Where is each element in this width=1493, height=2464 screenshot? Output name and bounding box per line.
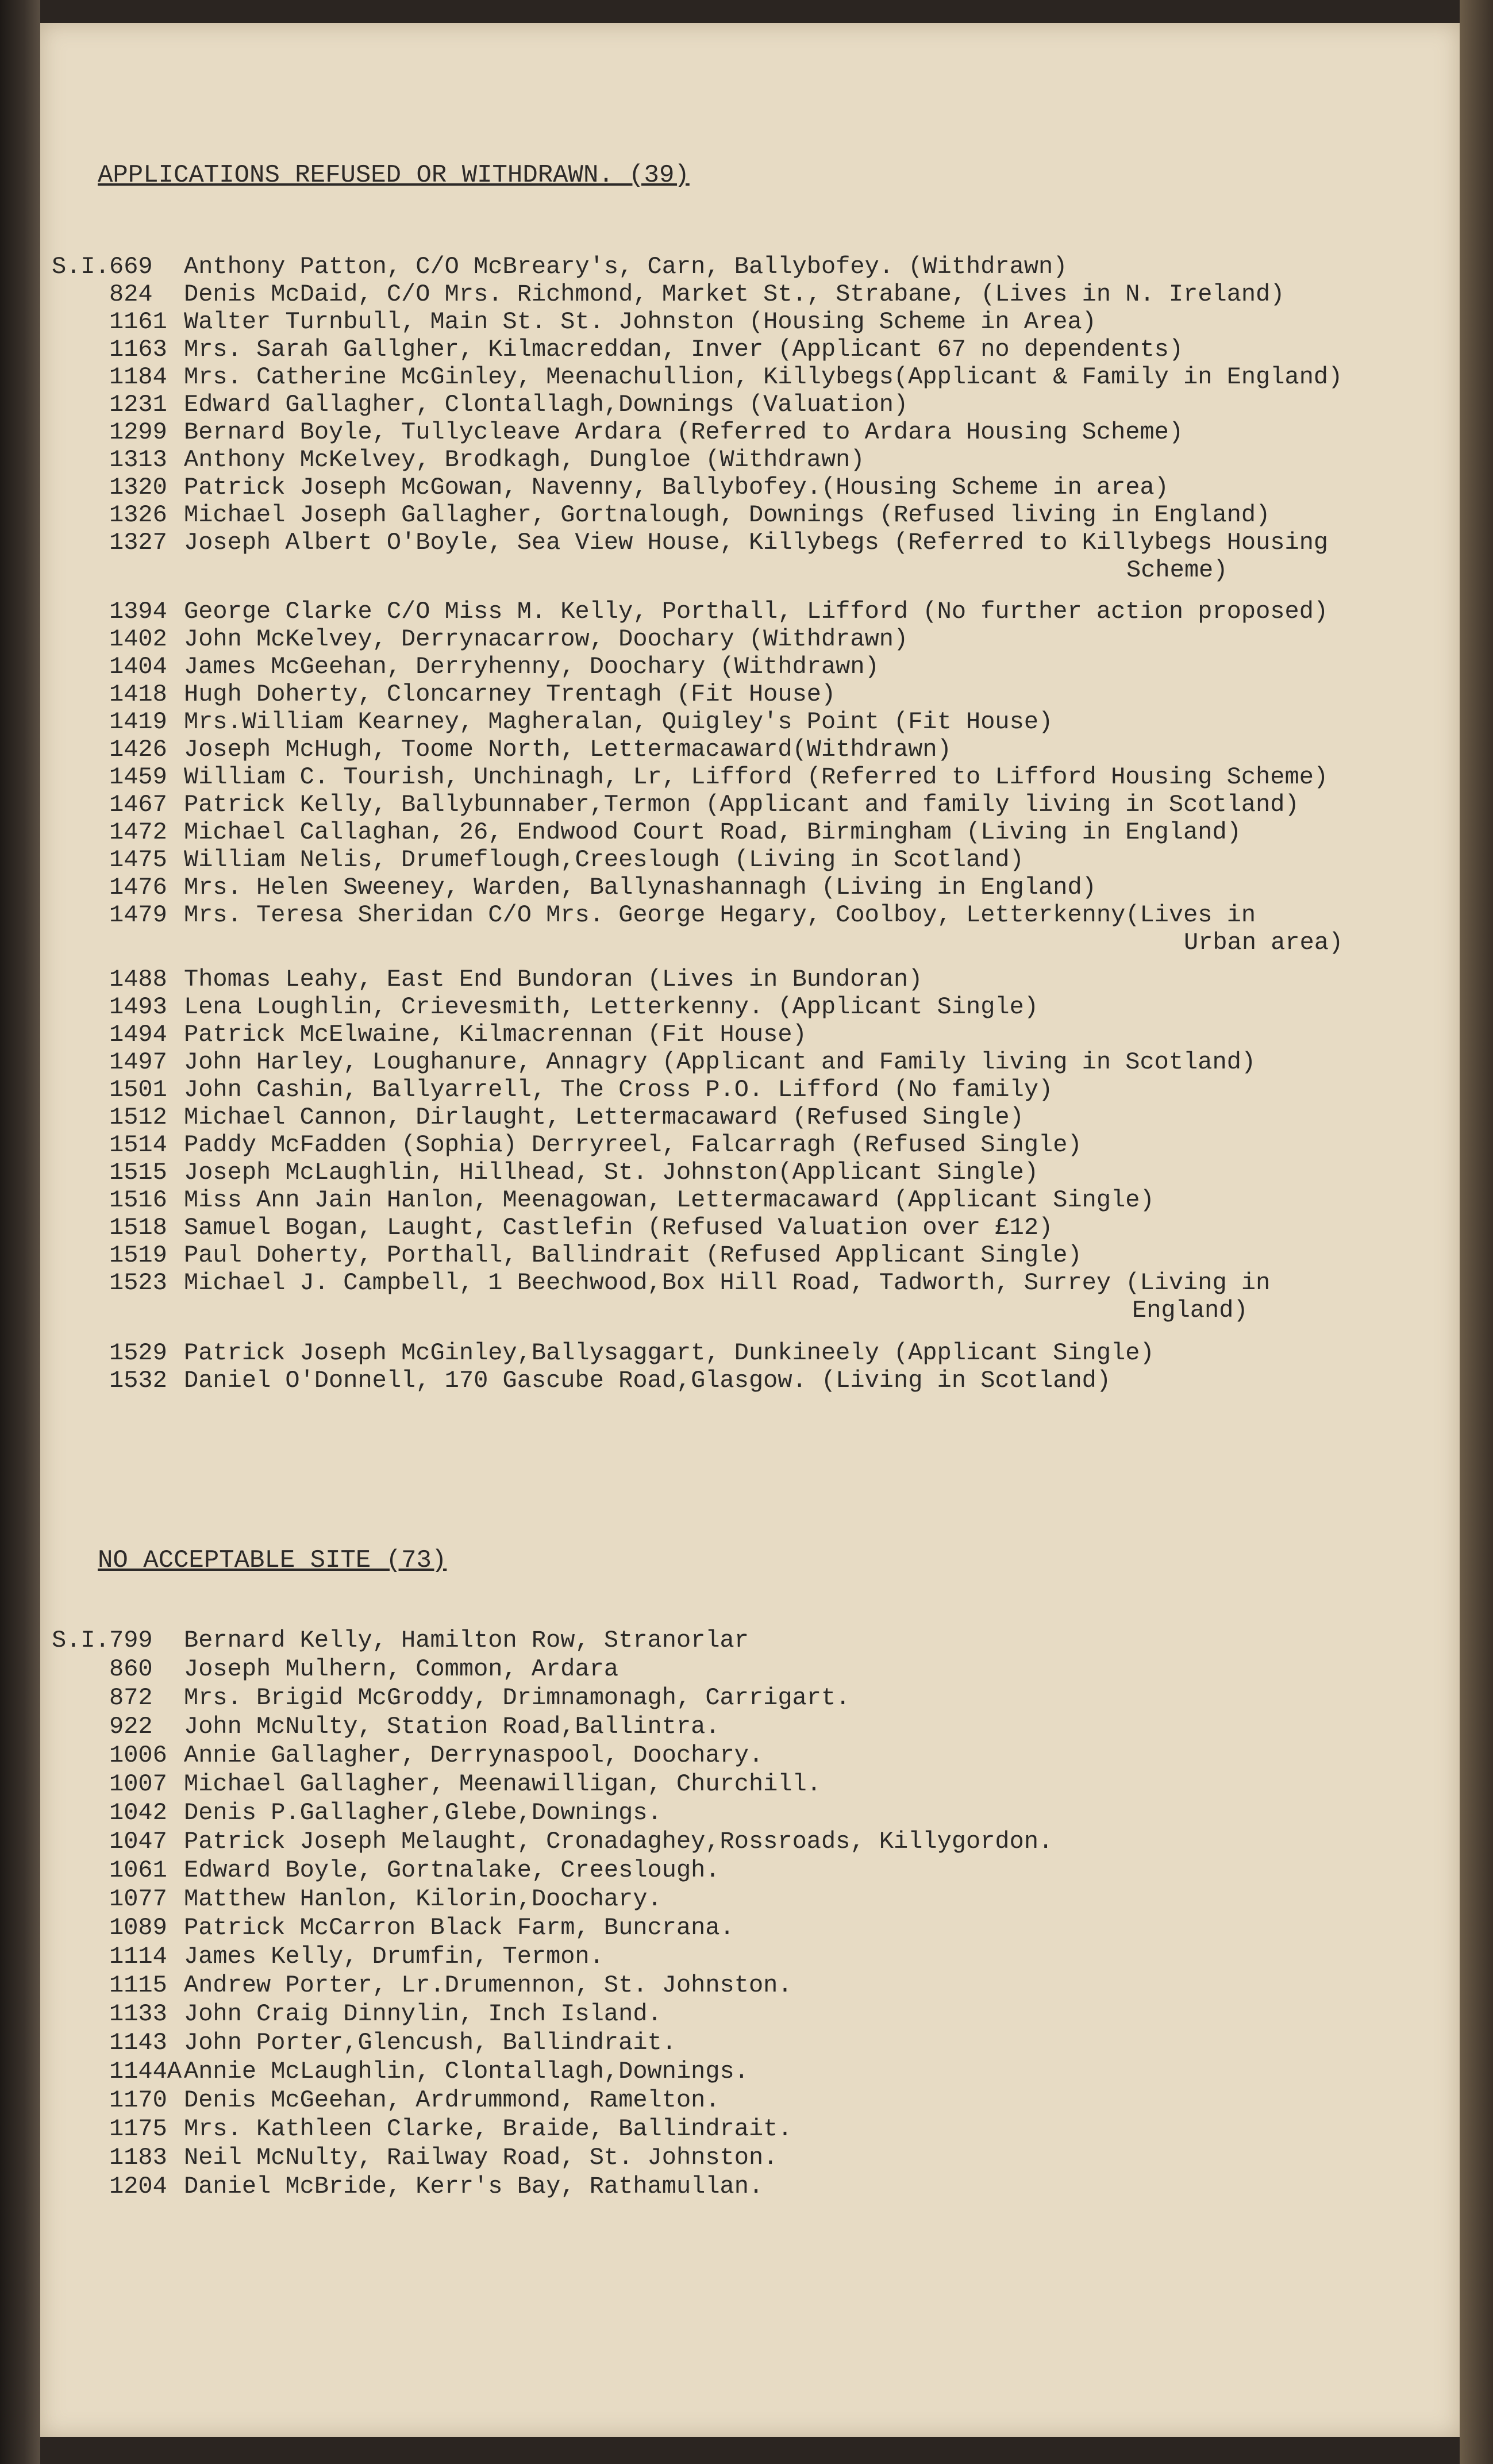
entry-text: Michael J. Campbell, 1 Beechwood,Box Hill Road, Tadworth, Surrey (Living in bbox=[184, 1269, 1271, 1297]
ledger-entry bbox=[40, 2086, 1460, 2116]
entry-text: William Nelis, Drumeflough,Creeslough (Living in Scotland) bbox=[184, 846, 1024, 874]
ledger-entry bbox=[40, 446, 1460, 476]
entry-text: Paddy McFadden (Sophia) Derryreel, Falcarragh (Refused Single) bbox=[184, 1131, 1082, 1159]
ledger-entry bbox=[40, 681, 1460, 710]
section-heading: APPLICATIONS REFUSED OR WITHDRAWN. (39) bbox=[98, 161, 690, 190]
entry-text: Patrick Kelly, Ballybunnaber,Termon (Applicant and family living in Scotland) bbox=[184, 791, 1299, 818]
entry-text: Joseph Albert O'Boyle, Sea View House, Killybegs (Referred to Killybegs Housing bbox=[184, 529, 1329, 556]
entry-text: Mrs. Helen Sweeney, Warden, Ballynashannagh (Living in England) bbox=[184, 874, 1096, 901]
ledger-entry bbox=[40, 2115, 1460, 2145]
entry-prefix: S.I. bbox=[52, 253, 110, 280]
entry-text: Bernard Boyle, Tullycleave Ardara (Referred to Ardara Housing Scheme) bbox=[184, 418, 1184, 446]
entry-text: Thomas Leahy, East End Bundoran (Lives in Bundoran) bbox=[184, 966, 923, 993]
entry-number: 1042 bbox=[109, 1799, 167, 1827]
entry-number: 922 bbox=[109, 1713, 153, 1740]
entry-text: John McKelvey, Derrynacarrow, Doochary (Withdrawn) bbox=[184, 625, 909, 653]
ledger-entry bbox=[40, 708, 1460, 738]
ledger-entry bbox=[40, 2144, 1460, 2174]
ledger-entry bbox=[40, 1241, 1460, 1271]
ledger-entry bbox=[40, 1943, 1460, 1973]
ledger-entry bbox=[40, 736, 1460, 766]
entry-text: Walter Turnbull, Main St. St. Johnston (Housing Scheme in Area) bbox=[184, 308, 1096, 336]
entry-text: Annie Gallagher, Derrynaspool, Doochary. bbox=[184, 1742, 764, 1769]
ledger-entry bbox=[40, 1713, 1460, 1743]
entry-number: 1529 bbox=[109, 1339, 167, 1367]
entry-number: 1143 bbox=[109, 2029, 167, 2056]
page-edge bbox=[1460, 0, 1493, 2464]
entry-text: Lena Loughlin, Crievesmith, Letterkenny. (Applicant Single) bbox=[184, 993, 1039, 1021]
entry-number: 1426 bbox=[109, 736, 167, 763]
entry-text: Michael Callaghan, 26, Endwood Court Road, Birmingham (Living in England) bbox=[184, 818, 1241, 846]
ledger-entry bbox=[40, 1770, 1460, 1800]
entry-text: Andrew Porter, Lr.Drumennon, St. Johnston. bbox=[184, 1971, 792, 1999]
entry-number: 860 bbox=[109, 1655, 153, 1683]
entry-text: George Clarke C/O Miss M. Kelly, Porthall, Lifford (No further action proposed) bbox=[184, 598, 1329, 625]
ledger-entry bbox=[40, 653, 1460, 683]
entry-number: 1494 bbox=[109, 1021, 167, 1048]
entry-number: 1512 bbox=[109, 1104, 167, 1131]
entry-text: Joseph Mulhern, Common, Ardara bbox=[184, 1655, 619, 1683]
ledger-entry bbox=[40, 474, 1460, 503]
entry-text: Denis McGeehan, Ardrummond, Ramelton. bbox=[184, 2086, 720, 2114]
entry-number: 1299 bbox=[109, 418, 167, 446]
entry-text: Patrick Joseph Melaught, Cronadaghey,Rossroads, Killygordon. bbox=[184, 1828, 1053, 1855]
entry-text: Patrick Joseph McGowan, Navenny, Ballybofey.(Housing Scheme in area) bbox=[184, 474, 1169, 501]
entry-text: John Cashin, Ballyarrell, The Cross P.O. Lifford (No family) bbox=[184, 1076, 1053, 1104]
ledger-entry bbox=[40, 1885, 1460, 1915]
entry-text: Michael Cannon, Dirlaught, Lettermacaward (Refused Single) bbox=[184, 1104, 1024, 1131]
ledger-entry bbox=[40, 625, 1460, 655]
ledger-entry bbox=[40, 1367, 1460, 1397]
entry-text: Paul Doherty, Porthall, Ballindrait (Refused Applicant Single) bbox=[184, 1241, 1082, 1269]
ledger-entry bbox=[40, 1799, 1460, 1829]
ledger-entry bbox=[40, 763, 1460, 793]
ledger-entry bbox=[40, 280, 1460, 310]
entry-text: Mrs. Kathleen Clarke, Braide, Ballindrait. bbox=[184, 2115, 792, 2143]
entry-number: 1419 bbox=[109, 708, 167, 736]
entry-text: Patrick McCarron Black Farm, Buncrana. bbox=[184, 1914, 734, 1942]
entry-number: 1418 bbox=[109, 681, 167, 708]
ledger-entry bbox=[40, 2000, 1460, 2030]
ledger-entry bbox=[40, 818, 1460, 848]
entry-number: 1047 bbox=[109, 1828, 167, 1855]
ledger-entry bbox=[40, 846, 1460, 876]
entry-text: Hugh Doherty, Cloncarney Trentagh (Fit House) bbox=[184, 681, 836, 708]
entry-text: Mrs.William Kearney, Magheralan, Quigley's Point (Fit House) bbox=[184, 708, 1053, 736]
entry-text: John Harley, Loughanure, Annagry (Applicant and Family living in Scotland) bbox=[184, 1048, 1256, 1076]
entry-text: Bernard Kelly, Hamilton Row, Stranorlar bbox=[184, 1627, 749, 1654]
ledger-page bbox=[40, 23, 1460, 2437]
entry-text: John Porter,Glencush, Ballindrait. bbox=[184, 2029, 676, 2056]
ledger-entry bbox=[40, 1021, 1460, 1051]
entry-prefix: S.I. bbox=[52, 1627, 110, 1654]
entry-number: 1394 bbox=[109, 598, 167, 625]
ledger-entry bbox=[40, 1742, 1460, 1771]
ledger-entry bbox=[40, 336, 1460, 366]
entry-text: James McGeehan, Derryhenny, Doochary (Withdrawn) bbox=[184, 653, 879, 681]
entry-number: 1404 bbox=[109, 653, 167, 681]
entry-number: 1523 bbox=[109, 1269, 167, 1297]
entry-number: 1501 bbox=[109, 1076, 167, 1104]
entry-text: John Craig Dinnylin, Inch Island. bbox=[184, 2000, 662, 2028]
entry-number: 1488 bbox=[109, 966, 167, 993]
entry-number: 1514 bbox=[109, 1131, 167, 1159]
entry-text: Joseph McHugh, Toome North, Lettermacaward(Withdrawn) bbox=[184, 736, 952, 763]
ledger-entry bbox=[40, 1856, 1460, 1886]
ledger-entry bbox=[40, 1627, 1460, 1656]
entry-number: 1175 bbox=[109, 2115, 167, 2143]
entry-number: 1006 bbox=[109, 1742, 167, 1769]
entry-number: 1204 bbox=[109, 2173, 167, 2200]
entry-text: Anthony Patton, C/O McBreary's, Carn, Ballybofey. (Withdrawn) bbox=[184, 253, 1068, 280]
entry-text: Neil McNulty, Railway Road, St. Johnston. bbox=[184, 2144, 778, 2171]
entry-number: 1516 bbox=[109, 1186, 167, 1214]
ledger-entry bbox=[40, 529, 1460, 559]
entry-number: 1077 bbox=[109, 1885, 167, 1913]
entry-text: Mrs. Sarah Gallgher, Kilmacreddan, Inver (Applicant 67 no dependents) bbox=[184, 336, 1184, 363]
entry-number: 1475 bbox=[109, 846, 167, 874]
entry-number: 1518 bbox=[109, 1214, 167, 1241]
entry-text: James Kelly, Drumfin, Termon. bbox=[184, 1943, 604, 1970]
entry-text: Miss Ann Jain Hanlon, Meenagowan, Lettermacaward (Applicant Single) bbox=[184, 1186, 1155, 1214]
entry-number: 1115 bbox=[109, 1971, 167, 1999]
entry-text: Matthew Hanlon, Kilorin,Doochary. bbox=[184, 1885, 662, 1913]
entry-number: 1327 bbox=[109, 529, 167, 556]
ledger-entry bbox=[40, 1269, 1460, 1299]
ledger-entry bbox=[40, 2058, 1460, 2088]
ledger-entry bbox=[40, 993, 1460, 1023]
ledger-entry bbox=[40, 363, 1460, 393]
ledger-entry bbox=[40, 1048, 1460, 1078]
ledger-entry bbox=[40, 874, 1460, 904]
ledger-entry bbox=[40, 1971, 1460, 2001]
entry-text: Mrs. Teresa Sheridan C/O Mrs. George Hegary, Coolboy, Letterkenny(Lives in bbox=[184, 901, 1256, 929]
book-binding bbox=[0, 0, 40, 2464]
entry-number: 1320 bbox=[109, 474, 167, 501]
entry-text: Mrs. Catherine McGinley, Meenachullion, Killybegs(Applicant & Family in England) bbox=[184, 363, 1343, 391]
entry-text: Mrs. Brigid McGroddy, Drimnamonagh, Carrigart. bbox=[184, 1684, 851, 1712]
entry-text: Daniel O'Donnell, 170 Gascube Road,Glasgow. (Living in Scotland) bbox=[184, 1367, 1111, 1394]
ledger-entry bbox=[40, 2029, 1460, 2059]
entry-text: Denis P.Gallagher,Glebe,Downings. bbox=[184, 1799, 662, 1827]
entry-number: 1476 bbox=[109, 874, 167, 901]
ledger-entry bbox=[40, 501, 1460, 531]
entry-continuation: Scheme) bbox=[1126, 556, 1228, 584]
entry-text: Michael Joseph Gallagher, Gortnalough, Downings (Refused living in England) bbox=[184, 501, 1271, 529]
entry-text: Daniel McBride, Kerr's Bay, Rathamullan. bbox=[184, 2173, 764, 2200]
ledger-entry bbox=[40, 1684, 1460, 1714]
ledger-entry bbox=[40, 1104, 1460, 1133]
ledger-entry bbox=[40, 253, 1460, 283]
entry-number: 669 bbox=[109, 253, 153, 280]
entry-number: 1497 bbox=[109, 1048, 167, 1076]
entry-text: Denis McDaid, C/O Mrs. Richmond, Market St., Strabane, (Lives in N. Ireland) bbox=[184, 280, 1285, 308]
entry-text: Edward Gallagher, Clontallagh,Downings (Valuation) bbox=[184, 391, 909, 418]
entry-number: 1313 bbox=[109, 446, 167, 474]
entry-number: 1161 bbox=[109, 308, 167, 336]
entry-number: 1326 bbox=[109, 501, 167, 529]
ledger-entry bbox=[40, 308, 1460, 338]
entry-number: 799 bbox=[109, 1627, 153, 1654]
ledger-entry bbox=[40, 1214, 1460, 1244]
section-heading: NO ACCEPTABLE SITE (73) bbox=[98, 1546, 447, 1575]
ledger-entry bbox=[40, 391, 1460, 421]
entry-text: Edward Boyle, Gortnalake, Creeslough. bbox=[184, 1856, 720, 1884]
ledger-entry bbox=[40, 1186, 1460, 1216]
entry-continuation: Urban area) bbox=[1184, 929, 1344, 956]
ledger-entry bbox=[40, 901, 1460, 931]
entry-number: 872 bbox=[109, 1684, 153, 1712]
entry-number: 1459 bbox=[109, 763, 167, 791]
entry-number: 1532 bbox=[109, 1367, 167, 1394]
entry-number: 1231 bbox=[109, 391, 167, 418]
entry-text: Samuel Bogan, Laught, Castlefin (Refused Valuation over £12) bbox=[184, 1214, 1053, 1241]
entry-number: 1114 bbox=[109, 1943, 167, 1970]
ledger-entry bbox=[40, 1076, 1460, 1106]
entry-number: 1402 bbox=[109, 625, 167, 653]
entry-number: 1163 bbox=[109, 336, 167, 363]
ledger-entry bbox=[40, 1828, 1460, 1858]
entry-text: Anthony McKelvey, Brodkagh, Dungloe (Withdrawn) bbox=[184, 446, 865, 474]
ledger-entry bbox=[40, 418, 1460, 448]
entry-number: 1472 bbox=[109, 818, 167, 846]
entry-number: 1467 bbox=[109, 791, 167, 818]
ledger-entry bbox=[40, 1131, 1460, 1161]
entry-text: Joseph McLaughlin, Hillhead, St. Johnston(Applicant Single) bbox=[184, 1159, 1039, 1186]
entry-number: 1144A bbox=[109, 2058, 182, 2085]
entry-number: 1515 bbox=[109, 1159, 167, 1186]
entry-text: John McNulty, Station Road,Ballintra. bbox=[184, 1713, 720, 1740]
entry-continuation: England) bbox=[1132, 1297, 1248, 1324]
entry-number: 1183 bbox=[109, 2144, 167, 2171]
ledger-entry bbox=[40, 1914, 1460, 1944]
entry-text: Patrick Joseph McGinley,Ballysaggart, Dunkineely (Applicant Single) bbox=[184, 1339, 1155, 1367]
ledger-entry bbox=[40, 1655, 1460, 1685]
ledger-entry bbox=[40, 1159, 1460, 1189]
ledger-entry bbox=[40, 966, 1460, 995]
ledger-entry bbox=[40, 598, 1460, 628]
entry-text: William C. Tourish, Unchinagh, Lr, Lifford (Referred to Lifford Housing Scheme) bbox=[184, 763, 1329, 791]
entry-number: 824 bbox=[109, 280, 153, 308]
entry-number: 1089 bbox=[109, 1914, 167, 1942]
ledger-entry bbox=[40, 1339, 1460, 1369]
entry-number: 1007 bbox=[109, 1770, 167, 1798]
entry-number: 1061 bbox=[109, 1856, 167, 1884]
entry-number: 1133 bbox=[109, 2000, 167, 2028]
entry-number: 1493 bbox=[109, 993, 167, 1021]
entry-number: 1170 bbox=[109, 2086, 167, 2114]
entry-text: Patrick McElwaine, Kilmacrennan (Fit House) bbox=[184, 1021, 807, 1048]
entry-text: Annie McLaughlin, Clontallagh,Downings. bbox=[184, 2058, 749, 2085]
entry-number: 1519 bbox=[109, 1241, 167, 1269]
entry-text: Michael Gallagher, Meenawilligan, Churchill. bbox=[184, 1770, 821, 1798]
entry-number: 1479 bbox=[109, 901, 167, 929]
ledger-entry bbox=[40, 2173, 1460, 2202]
entry-number: 1184 bbox=[109, 363, 167, 391]
ledger-entry bbox=[40, 791, 1460, 821]
